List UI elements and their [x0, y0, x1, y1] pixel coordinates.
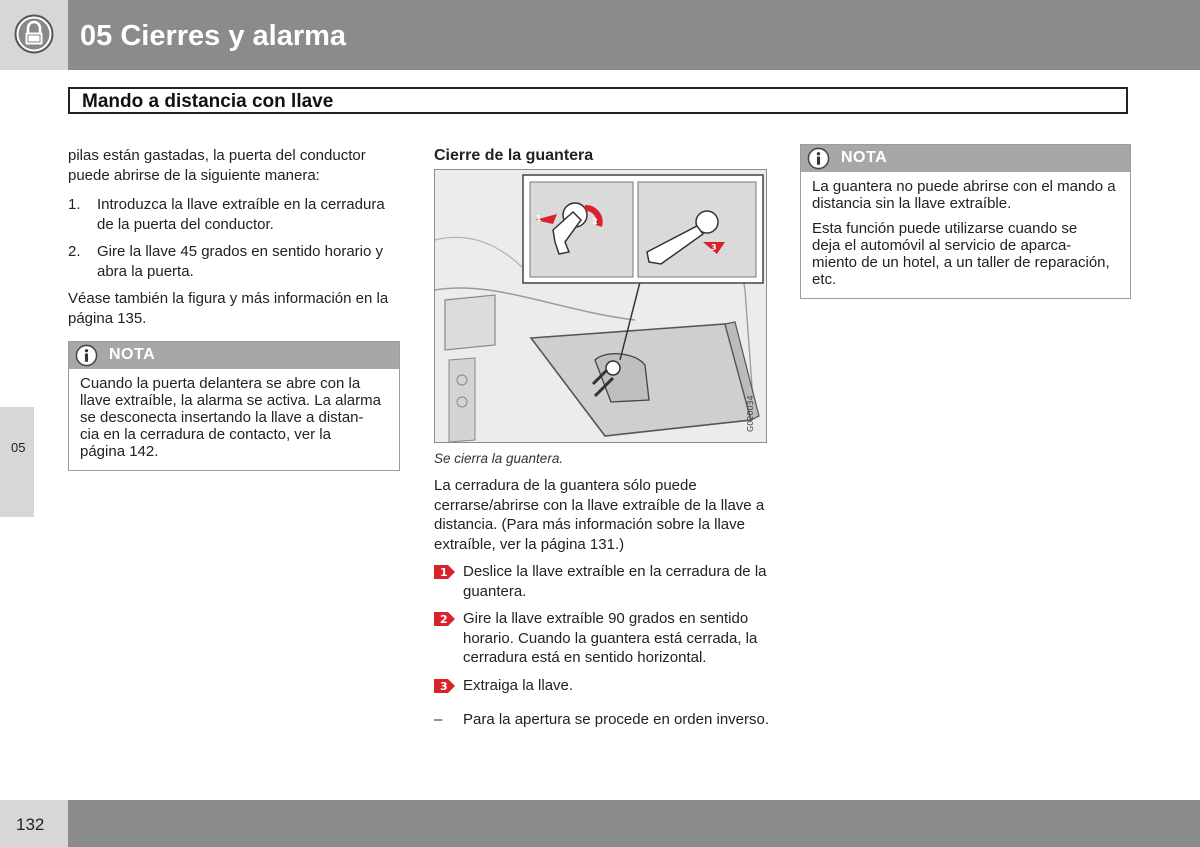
note-body	[801, 172, 1130, 296]
step-number: 1	[440, 566, 448, 579]
note-line: llave extraíble, la alarma se activa. La alarma	[80, 392, 381, 409]
glovebox-drawing	[435, 170, 766, 442]
step-badge-icon	[434, 676, 456, 696]
list-item	[434, 710, 770, 730]
dash-mark: –	[434, 710, 443, 728]
figure-badge-2: 2	[592, 216, 598, 226]
figure-code: G020034	[746, 394, 755, 432]
section-title: Mando a distancia con llave	[82, 91, 334, 112]
note-line: etc.	[812, 271, 837, 288]
list-number: 1.	[68, 196, 81, 213]
step-badge-icon	[434, 562, 456, 582]
step-text: Gire la llave extraíble 90 grados en sentido horario. Cuando la guantera está cerrada, la cerradura está en sentido horizontal.	[463, 610, 758, 666]
note-line: miento de un hotel, a un taller de reparación,	[812, 254, 1110, 271]
list-item	[434, 676, 770, 696]
list-text: Gire la llave 45 grados en sentido horario y abra la puerta.	[97, 243, 383, 280]
chapter-title: 05 Cierres y alarma	[80, 20, 347, 52]
note-line: página 142.	[80, 443, 159, 460]
note-line: Cuando la puerta delantera se abre con la	[80, 375, 361, 392]
page-number: 132	[16, 815, 45, 834]
column-left	[68, 146, 404, 338]
note-box	[68, 341, 400, 471]
figure-badge-1: 1	[536, 213, 542, 223]
note-label: NOTA	[109, 346, 156, 363]
chapter-side-tab	[0, 407, 34, 517]
glovebox-illustration	[434, 169, 767, 443]
dash-text: Para la apertura se procede en orden inverso.	[463, 710, 770, 728]
list-item	[434, 609, 770, 668]
step-number: 2	[440, 613, 448, 626]
note-paragraph	[812, 220, 1120, 288]
note-paragraph: La guantera no puede abrirse con el mando a distancia sin la llave extraíble.	[812, 178, 1116, 212]
lock-icon	[14, 14, 54, 54]
step-text: Extraiga la llave.	[463, 676, 574, 694]
footer-bar	[68, 800, 1200, 847]
figure-caption: Se cierra la guantera.	[434, 450, 564, 466]
note-label: NOTA	[841, 149, 888, 166]
info-icon	[75, 344, 98, 367]
note-box	[800, 144, 1131, 299]
step-text: Deslice la llave extraíble en la cerradura de la guantera.	[463, 563, 767, 600]
list-number: 2.	[68, 243, 81, 260]
note-line: cia en la cerradura de contacto, ver la	[80, 426, 331, 443]
chapter-side-tab-label: 05	[11, 440, 26, 455]
intro-paragraph: pilas están gastadas, la puerta del conductor puede abrirse de la siguiente manera:	[68, 147, 366, 184]
note-line: se desconecta insertando la llave a distan-	[80, 409, 364, 426]
section-title-box	[68, 87, 1128, 114]
info-icon	[807, 147, 830, 170]
note-header	[69, 342, 399, 369]
list-item	[434, 562, 770, 601]
glovebox-paragraph: La cerradura de la guantera sólo puede cerrarse/abrirse con la llave extraíble de la llave a distancia. (Para más información sobre la llave extraíble, ver la página 131.)	[434, 477, 765, 553]
subsection-heading: Cierre de la guantera	[434, 147, 594, 164]
step-number: 3	[440, 679, 448, 693]
see-also-paragraph: Véase también la figura y más información en la página 135.	[68, 290, 389, 327]
figure-badge-3: 3	[711, 242, 717, 252]
column-middle	[434, 146, 770, 729]
step-badge-icon	[434, 609, 456, 629]
note-body	[69, 369, 399, 468]
list-item	[68, 195, 404, 234]
list-item	[68, 242, 404, 281]
note-line: deja el automóvil al servicio de aparca-	[812, 237, 1072, 254]
list-text: Introduzca la llave extraíble en la cerradura de la puerta del conductor.	[97, 196, 385, 233]
note-header	[801, 145, 1130, 172]
note-line: Esta función puede utilizarse cuando se	[812, 220, 1078, 237]
